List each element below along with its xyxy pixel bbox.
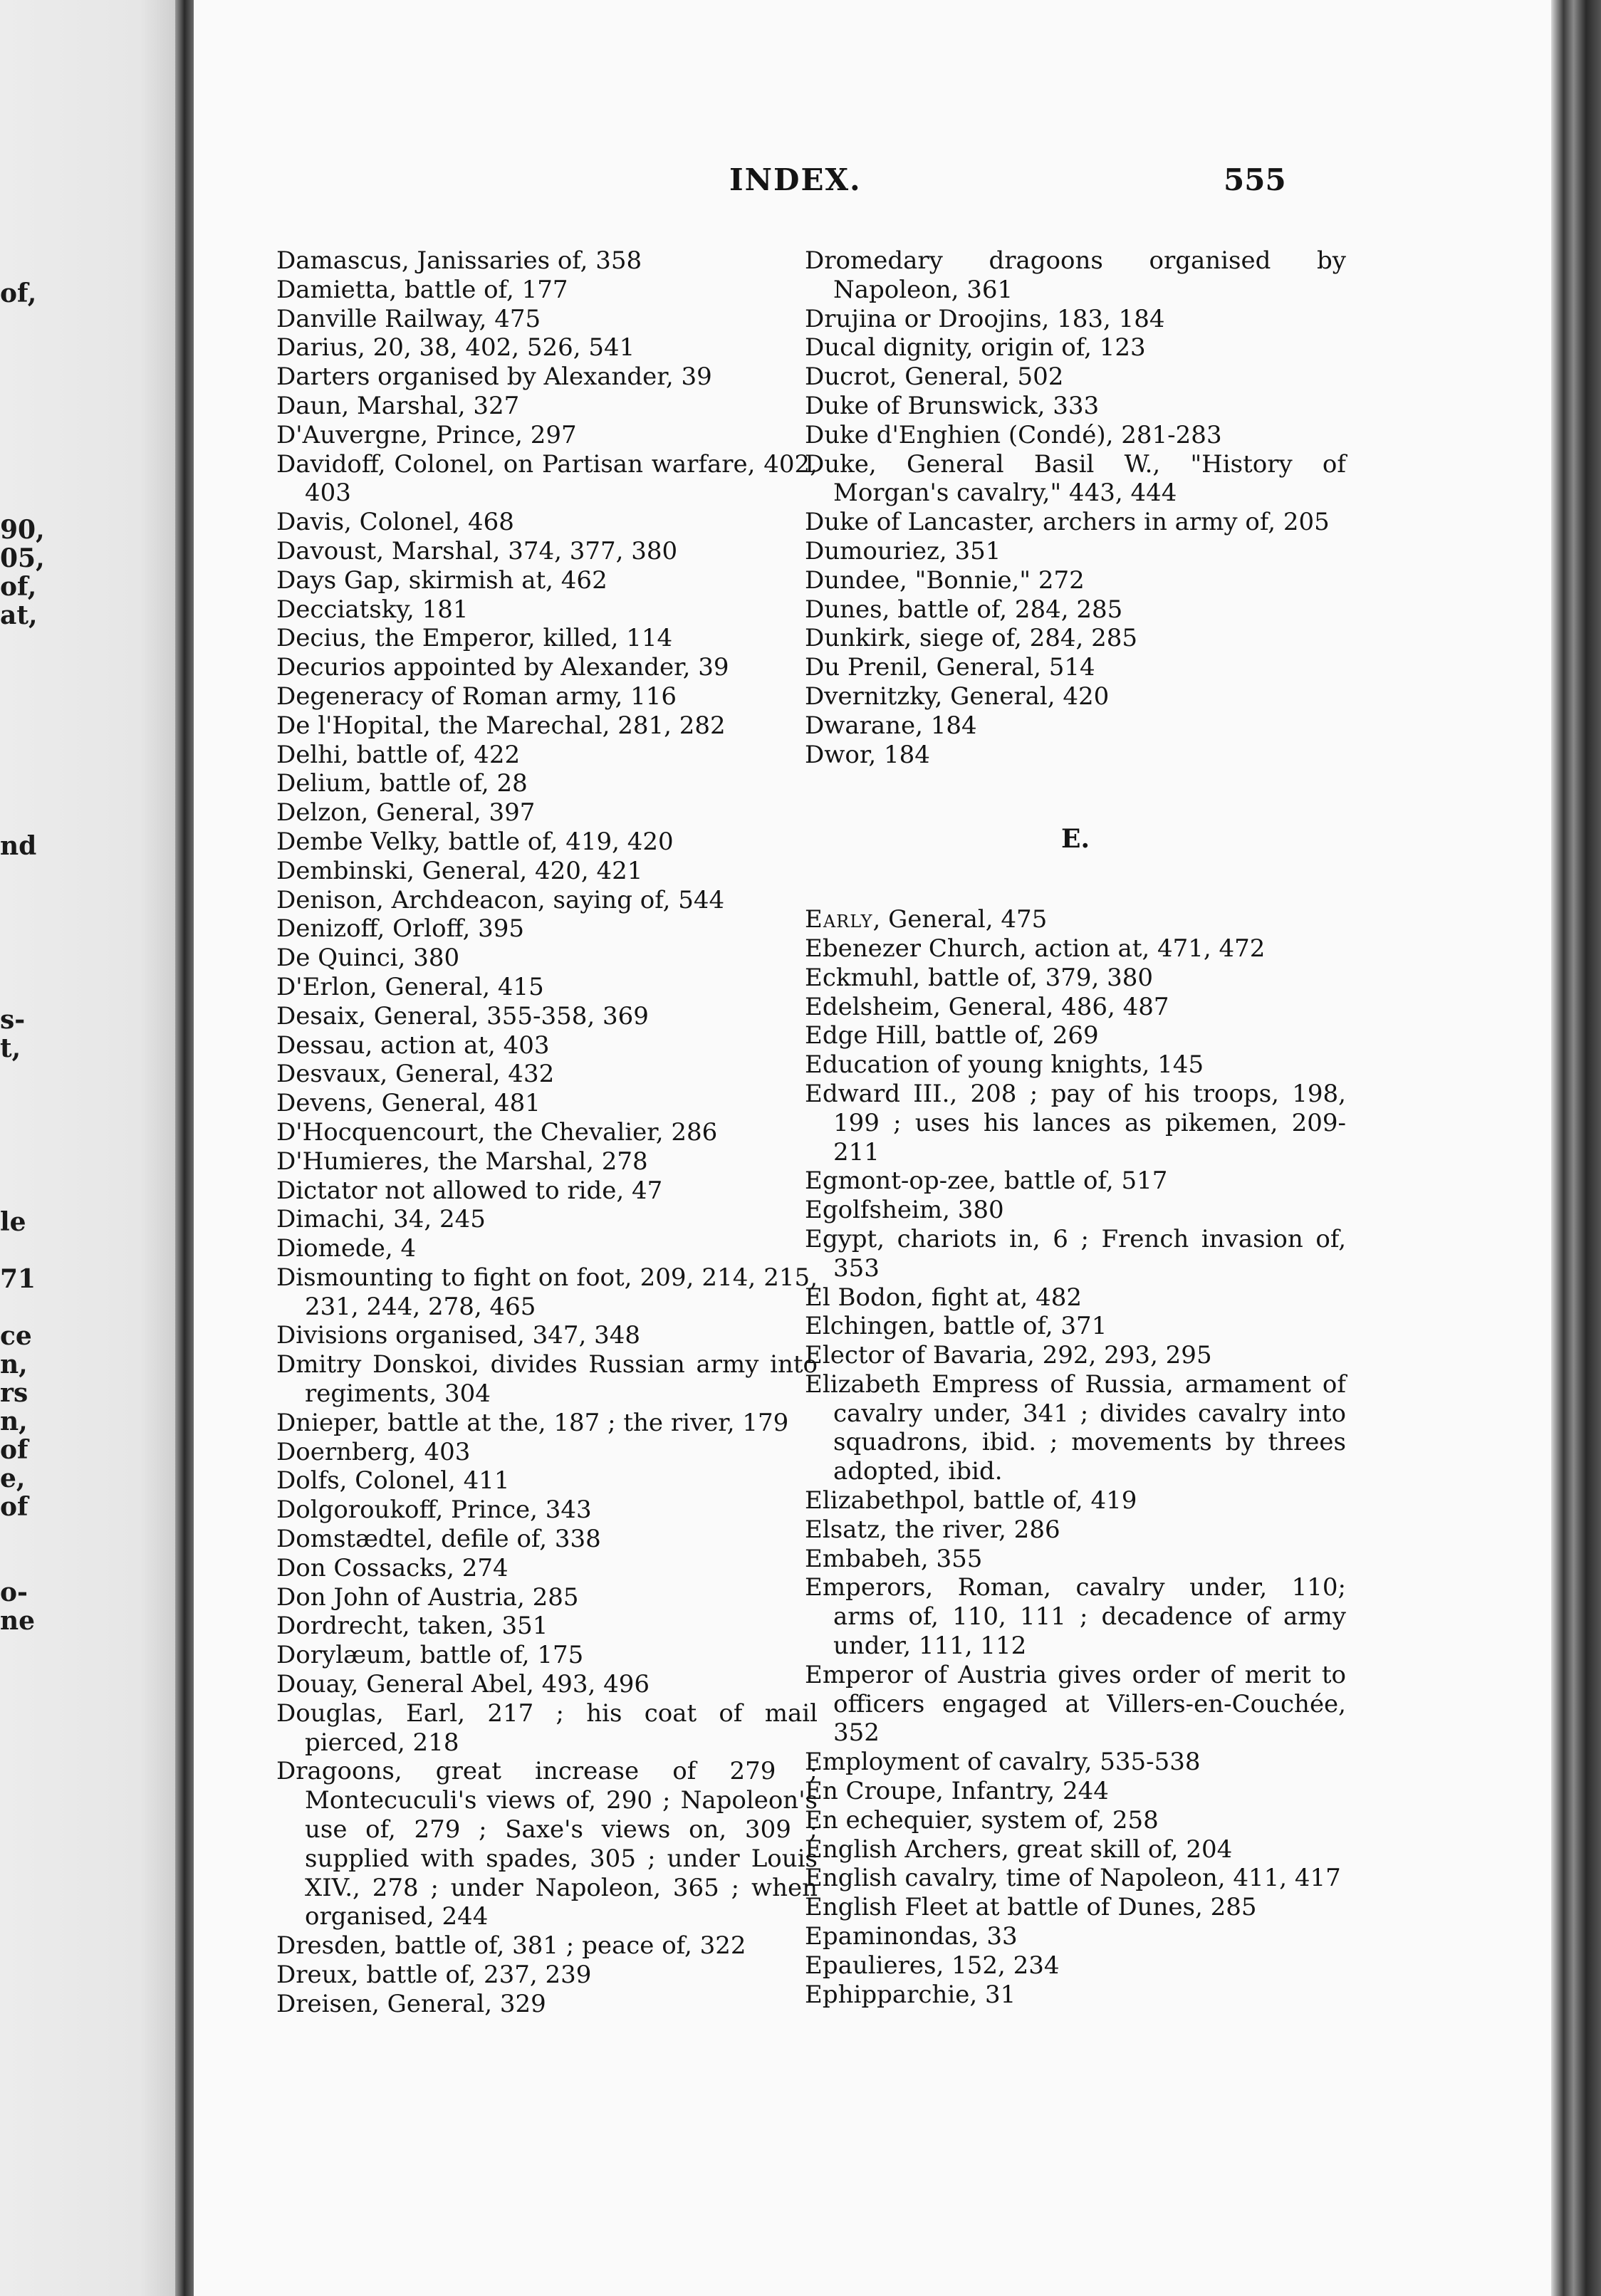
facing-page-fragment: of, bbox=[0, 572, 37, 602]
index-entry: Ducal dignity, origin of, 123 bbox=[805, 333, 1146, 362]
index-entry: Delhi, battle of, 422 bbox=[276, 740, 521, 769]
index-entry: Darters organised by Alexander, 39 bbox=[276, 362, 712, 392]
index-entry: Ebenezer Church, action at, 471, 472 bbox=[805, 934, 1266, 963]
index-entry: Diomede, 4 bbox=[276, 1234, 417, 1263]
index-entry: Dictator not allowed to ride, 47 bbox=[276, 1176, 663, 1205]
index-entry: En Croupe, Infantry, 244 bbox=[805, 1777, 1109, 1806]
index-entry: Dragoons, great increase of 279 ; Montecuculi's views of, 290 ; Napoleon's use of, 279 ; Saxe's views on, 309 ; supplied with spades, 305 ; under Louis XIV., 278 ; under Napoleon, 365 ; when organised, 244 bbox=[276, 1757, 818, 1931]
index-entry: Edward III., 208 ; pay of his troops, 198, 199 ; uses his lances as pikemen, 209-211 bbox=[805, 1079, 1346, 1167]
facing-page-fragment: at, bbox=[0, 600, 38, 630]
index-entry: Embabeh, 355 bbox=[805, 1544, 983, 1573]
index-entry: Dumouriez, 351 bbox=[805, 536, 1001, 565]
facing-page-fragment: s- bbox=[0, 1005, 26, 1035]
index-entry: D'Hocquencourt, the Chevalier, 286 bbox=[276, 1117, 718, 1147]
index-entry: Elizabeth Empress of Russia, armament of cavalry under, 341 ; divides cavalry into squadrons, ibid. ; movements by threes adopted, ibid. bbox=[805, 1369, 1346, 1486]
page-number: 555 bbox=[1224, 162, 1286, 197]
index-column-right bbox=[805, 246, 1346, 2009]
index-entry: Edelsheim, General, 486, 487 bbox=[805, 992, 1169, 1021]
facing-page-fragment: o- bbox=[0, 1577, 28, 1607]
index-entry: Du Prenil, General, 514 bbox=[805, 653, 1095, 682]
index-entry: Egolfsheim, 380 bbox=[805, 1196, 1004, 1225]
facing-page-fragment: of, bbox=[0, 278, 37, 308]
index-entry: Douglas, Earl, 217 ; his coat of mail pierced, 218 bbox=[276, 1698, 818, 1757]
index-entry: Davis, Colonel, 468 bbox=[276, 508, 514, 537]
index-entry: Emperor of Austria gives order of merit to officers engaged at Villers-en-Couchée, 352 bbox=[805, 1660, 1346, 1748]
index-entry: Dwarane, 184 bbox=[805, 711, 977, 740]
index-entry: Dolgoroukoff, Prince, 343 bbox=[276, 1496, 592, 1525]
index-entry: Dundee, "Bonnie," 272 bbox=[805, 565, 1085, 595]
index-entry: Decciatsky, 181 bbox=[276, 595, 469, 624]
facing-page-fragment: t, bbox=[0, 1033, 21, 1063]
index-entry: Desvaux, General, 432 bbox=[276, 1060, 555, 1089]
facing-page-fragment: n, bbox=[0, 1407, 28, 1436]
index-entry: Delium, battle of, 28 bbox=[276, 769, 528, 798]
index-entry: Delzon, General, 397 bbox=[276, 798, 536, 828]
index-entry: Edge Hill, battle of, 269 bbox=[805, 1021, 1099, 1050]
index-entry: Dunes, battle of, 284, 285 bbox=[805, 595, 1123, 624]
index-entry: Denizoff, Orloff, 395 bbox=[276, 914, 525, 944]
index-entry: Dreisen, General, 329 bbox=[276, 1989, 546, 2018]
running-head: INDEX. bbox=[729, 162, 862, 197]
index-entries-d bbox=[805, 246, 1346, 769]
index-entry: Danville Railway, 475 bbox=[276, 304, 541, 333]
index-entry: Douay, General Abel, 493, 496 bbox=[276, 1670, 650, 1699]
index-entry: Don Cossacks, 274 bbox=[276, 1553, 509, 1582]
index-entry: English cavalry, time of Napoleon, 411, 417 bbox=[805, 1864, 1341, 1893]
index-entry: D'Erlon, General, 415 bbox=[276, 972, 544, 1001]
index-entry: Days Gap, skirmish at, 462 bbox=[276, 565, 607, 595]
facing-page bbox=[0, 0, 175, 2296]
facing-page-fragment: 90, bbox=[0, 515, 45, 545]
index-entry: Employment of cavalry, 535-538 bbox=[805, 1748, 1201, 1777]
index-entry: Dorylæum, battle of, 175 bbox=[276, 1641, 584, 1670]
index-entry: D'Auvergne, Prince, 297 bbox=[276, 420, 577, 449]
index-entry: Ducrot, General, 502 bbox=[805, 362, 1064, 392]
facing-page-fragment: le bbox=[0, 1207, 26, 1237]
facing-page-fragment: ne bbox=[0, 1606, 36, 1636]
entry-head-small-caps: Early bbox=[805, 905, 873, 934]
index-entry: Egypt, chariots in, 6 ; French invasion of, 353 bbox=[805, 1224, 1346, 1283]
index-entry: Dreux, battle of, 237, 239 bbox=[276, 1961, 592, 1990]
index-entry: Dnieper, battle at the, 187 ; the river, 179 bbox=[276, 1408, 789, 1437]
index-entry: Egmont-op-zee, battle of, 517 bbox=[805, 1167, 1168, 1196]
index-entry: Elsatz, the river, 286 bbox=[805, 1515, 1060, 1544]
index-entry: Elector of Bavaria, 292, 293, 295 bbox=[805, 1341, 1212, 1370]
index-entry: English Archers, great skill of, 204 bbox=[805, 1835, 1233, 1864]
index-entry: English Fleet at battle of Dunes, 285 bbox=[805, 1893, 1257, 1922]
index-entry: Darius, 20, 38, 402, 526, 541 bbox=[276, 333, 635, 362]
index-entry: Dembinski, General, 420, 421 bbox=[276, 856, 643, 885]
index-entry: Elchingen, battle of, 371 bbox=[805, 1312, 1107, 1341]
entry-rest: , General, 475 bbox=[872, 905, 1048, 934]
index-entry: Damascus, Janissaries of, 358 bbox=[276, 246, 642, 275]
index-entry: Dimachi, 34, 245 bbox=[276, 1205, 486, 1234]
index-entry: Dordrecht, taken, 351 bbox=[276, 1612, 548, 1641]
index-entry: Drujina or Droojins, 183, 184 bbox=[805, 304, 1165, 333]
index-entry: Denison, Archdeacon, saying of, 544 bbox=[276, 885, 725, 914]
index-entry: En echequier, system of, 258 bbox=[805, 1805, 1159, 1835]
index-entry: Epaulieres, 152, 234 bbox=[805, 1951, 1060, 1980]
index-entry: Dunkirk, siege of, 284, 285 bbox=[805, 624, 1138, 653]
index-entry: Education of young knights, 145 bbox=[805, 1050, 1204, 1080]
facing-page-fragment: of bbox=[0, 1492, 28, 1522]
index-entry: Dembe Velky, battle of, 419, 420 bbox=[276, 827, 674, 856]
index-entry: Decius, the Emperor, killed, 114 bbox=[276, 624, 673, 653]
facing-page-fragment: 71 bbox=[0, 1264, 36, 1294]
index-entry: Eckmuhl, battle of, 379, 380 bbox=[805, 963, 1154, 992]
index-entry: Duke of Lancaster, archers in army of, 205 bbox=[805, 508, 1330, 537]
index-entry: Dresden, battle of, 381 ; peace of, 322 bbox=[276, 1931, 746, 1961]
index-entry: Dolfs, Colonel, 411 bbox=[276, 1466, 510, 1496]
index-entry: Davidoff, Colonel, on Partisan warfare, 402, 403 bbox=[276, 449, 818, 508]
index-entry: Emperors, Roman, cavalry under, 110; arms of, 110, 111 ; decadence of army under, 111, 112 bbox=[805, 1573, 1346, 1661]
index-entry: Dessau, action at, 403 bbox=[276, 1030, 550, 1060]
index-entry: Don John of Austria, 285 bbox=[276, 1582, 579, 1612]
book-gutter bbox=[175, 0, 194, 2296]
facing-page-fragment: rs bbox=[0, 1378, 28, 1408]
index-entry: Divisions organised, 347, 348 bbox=[276, 1321, 641, 1350]
index-entry: Decurios appointed by Alexander, 39 bbox=[276, 653, 729, 682]
index-entry: D'Humieres, the Marshal, 278 bbox=[276, 1147, 648, 1176]
facing-page-fragment: 05, bbox=[0, 543, 45, 573]
index-column-left bbox=[276, 246, 818, 2019]
index-entry: Dvernitzky, General, 420 bbox=[805, 682, 1110, 711]
index-entry: Domstædtel, defile of, 338 bbox=[276, 1525, 601, 1554]
index-entry: Dmitry Donskoi, divides Russian army into regiments, 304 bbox=[276, 1350, 818, 1409]
index-entry: Damietta, battle of, 177 bbox=[276, 275, 568, 304]
facing-page-fragment: of bbox=[0, 1435, 28, 1465]
index-entry: Degeneracy of Roman army, 116 bbox=[276, 682, 677, 711]
index-entry: Duke, General Basil W., "History of Morgan's cavalry," 443, 444 bbox=[805, 449, 1346, 508]
index-entry: Dromedary dragoons organised by Napoleon, 361 bbox=[805, 246, 1346, 304]
index-entry: Elizabethpol, battle of, 419 bbox=[805, 1486, 1137, 1515]
index-entry: De l'Hopital, the Marechal, 281, 282 bbox=[276, 711, 726, 740]
index-entry: El Bodon, fight at, 482 bbox=[805, 1283, 1082, 1312]
facing-page-fragment: e, bbox=[0, 1463, 26, 1493]
index-entry: Daun, Marshal, 327 bbox=[276, 391, 520, 420]
index-entry: De Quinci, 380 bbox=[276, 944, 460, 973]
index-entry: Doernberg, 403 bbox=[276, 1437, 471, 1466]
index-entry: Epaminondas, 33 bbox=[805, 1922, 1018, 1951]
index-entry: Dwor, 184 bbox=[805, 740, 930, 769]
facing-page-fragment: ce bbox=[0, 1321, 32, 1351]
facing-page-fragment: nd bbox=[0, 831, 37, 861]
index-entries-e bbox=[805, 934, 1346, 2009]
index-entry: Davoust, Marshal, 374, 377, 380 bbox=[276, 536, 678, 565]
index-entry: Ephipparchie, 31 bbox=[805, 1980, 1016, 2009]
facing-page-fragment: n, bbox=[0, 1350, 28, 1379]
section-letter: E. bbox=[1061, 824, 1090, 855]
index-entry: Dismounting to fight on foot, 209, 214, 215, 231, 244, 278, 465 bbox=[276, 1263, 818, 1321]
index-entry: Duke of Brunswick, 333 bbox=[805, 391, 1100, 420]
index-entry: Devens, General, 481 bbox=[276, 1089, 541, 1118]
index-entry: Duke d'Enghien (Condé), 281-283 bbox=[805, 420, 1222, 449]
index-entry: Desaix, General, 355-358, 369 bbox=[276, 1001, 649, 1030]
index-entry bbox=[805, 905, 1346, 934]
page-edge bbox=[1551, 0, 1601, 2296]
